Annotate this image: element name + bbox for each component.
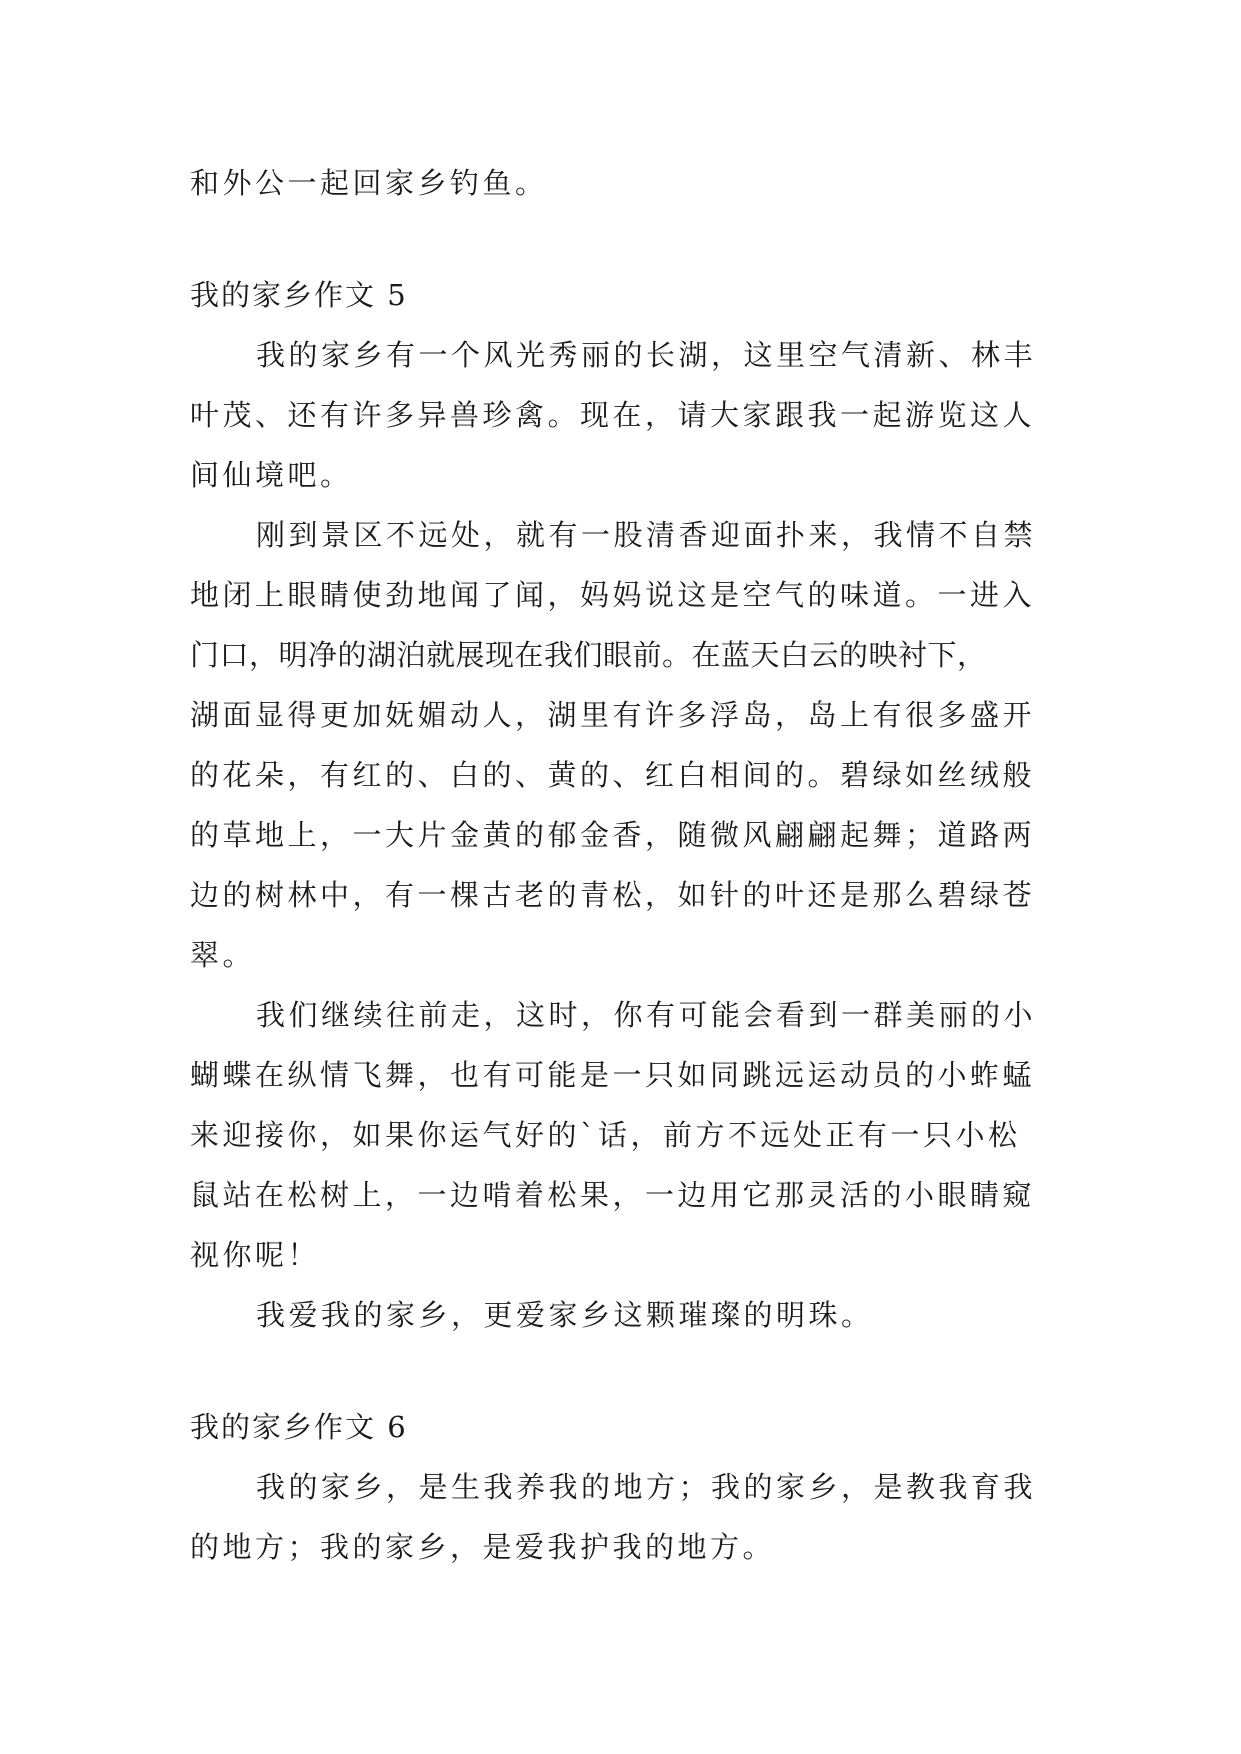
section-gap bbox=[190, 1345, 1052, 1397]
essay-5-paragraph-1 bbox=[190, 325, 1052, 505]
essay-5-heading: 我的家乡作文 5 bbox=[190, 278, 408, 312]
paragraph-line: 的草地上，一大片金黄的郁金香，随微风翩翩起舞；道路两 bbox=[190, 818, 1036, 852]
section-gap bbox=[190, 213, 1052, 265]
paragraph-line: 的花朵，有红的、白的、黄的、红白相间的。碧绿如丝绒般 bbox=[190, 758, 1036, 792]
paragraph-line: 我的家乡有一个风光秀丽的长湖，这里空气清新、林丰 bbox=[256, 338, 1037, 372]
paragraph-line: 的地方；我的家乡，是爱我护我的地方。 bbox=[190, 1530, 776, 1564]
paragraph-line: 刚到景区不远处，就有一股清香迎面扑来，我情不自禁 bbox=[256, 518, 1037, 552]
continued-paragraph-line: 和外公一起回家乡钓鱼。 bbox=[190, 166, 548, 200]
paragraph-line: 地闭上眼睛使劲地闻了闻，妈妈说这是空气的味道。一进入 bbox=[190, 578, 1036, 612]
paragraph-line: 间仙境吧。 bbox=[190, 458, 353, 492]
paragraph-line: 门口，明净的湖泊就展现在我们眼前。在蓝天白云的映衬下， bbox=[190, 638, 987, 672]
paragraph-line: 边的树林中，有一棵古老的青松，如针的叶还是那么碧绿苍 bbox=[190, 878, 1036, 912]
essay-6-heading: 我的家乡作文 6 bbox=[190, 1410, 408, 1444]
paragraph-line: 我的家乡，是生我养我的地方；我的家乡，是教我育我 bbox=[256, 1470, 1037, 1504]
paragraph-line: 叶茂、还有许多异兽珍禽。现在，请大家跟我一起游览这人 bbox=[190, 398, 1036, 432]
paragraph-line: 视你呢！ bbox=[190, 1238, 321, 1272]
essay-6-paragraph-1 bbox=[190, 1457, 1052, 1577]
paragraph-line: 翠。 bbox=[190, 938, 256, 972]
document-body bbox=[190, 153, 1052, 1577]
paragraph-line: 蝴蝶在纵情飞舞，也有可能是一只如同跳远运动员的小蚱蜢 bbox=[190, 1058, 1036, 1092]
essay-5-paragraph-2 bbox=[190, 505, 1052, 985]
paragraph-line: 来迎接你，如果你运气好的`话，前方不远处正有一只小松 bbox=[190, 1118, 1021, 1152]
paragraph-line: 湖面显得更加妩媚动人，湖里有许多浮岛，岛上有很多盛开 bbox=[190, 698, 1036, 732]
paragraph-line: 我爱我的家乡，更爱家乡这颗璀璨的明珠。 bbox=[256, 1298, 874, 1332]
essay-5-paragraph-4 bbox=[190, 1285, 1052, 1345]
essay-5-paragraph-3 bbox=[190, 985, 1052, 1285]
paragraph-line: 鼠站在松树上，一边啃着松果，一边用它那灵活的小眼睛窥 bbox=[190, 1178, 1036, 1212]
paragraph-line: 我们继续往前走，这时，你有可能会看到一群美丽的小 bbox=[256, 998, 1037, 1032]
